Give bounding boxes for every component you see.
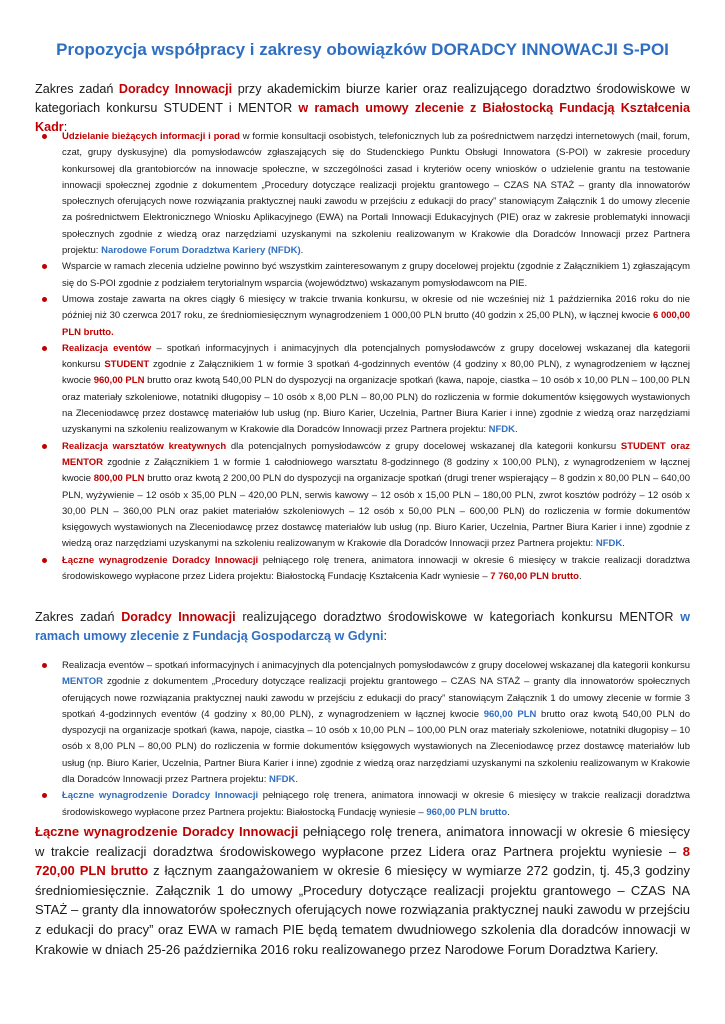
section-2-intro: Zakres zadań Doradcy Innowacji realizującego doradztwo środowiskowe w kategoriach konkursu MENTOR w ramach umowy zlecenie z Fundacją Gospodarczą w Gdyni: xyxy=(35,610,690,643)
bullet-icon xyxy=(42,297,47,302)
bullet-icon xyxy=(42,793,47,798)
bullet-icon xyxy=(42,134,47,139)
page-title: Propozycja współpracy i zakresy obowiązków DORADCY INNOWACJI S-POI xyxy=(56,40,669,59)
list-item: Realizacja eventów – spotkań informacyjnych i animacyjnych dla potencjalnych pomysłodawców z grupy docelowej wskazanej dla kategorii konkursu MENTOR zgodnie z dokumentem „Procedury dotyczące realizacji projektu grantowego – CZAS NA STAŻ – granty dla innowatorów społecznych oferujących nowe rozwiązania praktycznej nauki zawodu w przejściu z edukacji do pracy” stanowiącym Załącznik 1 do umowy zlecenie w formie 3 spotkań 4-godzinnych eventów (4 godziny x 80,00 PLN), z wynagrodzeniem w łącznej kwocie 960,00 PLN brutto oraz kwotą 540,00 PLN do dyspozycji na organizacje spotkań (kawa, napoje, ciastka – 10 osób x 10,00 PLN – 100,00 PLN oraz materiały szkoleniowe, notatniki długopisy – 10 osób x 8,00 PLN – 80,00 PLN) do rozliczenia w formie dokumentów księgowych wystawionych na Zleceniodawcę przez dostawcę materiałów lub usług (np. Biuro Karier, Uczelnia, Partner Biura Karier i inne) zgodnie z wiedzą oraz narzędziami uzyskanymi na szkoleniu realizowanym w Krakowie dla Doradców Innowacji przez Partnera projektu: NFDK. xyxy=(62,658,690,788)
section-1-intro: Zakres zadań Doradcy Innowacji przy akademickim biurze karier oraz realizującego doradztwo środowiskowe w kategoriach konkursu STUDENT i MENTOR w ramach umowy zlecenie z Białostocką Fundacją Kształcenia Kadr: xyxy=(35,82,691,134)
list-item: Udzielanie bieżących informacji i porad w formie konsultacji osobistych, telefonicznych lub za pośrednictwem narzędzi internetowych (mail, forum, czat, grupy dyskusyjne) dla pomysłodawców zgłaszających się do Studenckiego Punktu Obsługi Innowatora (S-POI) w zakresie procedury konkursowej dla grantobiorców na innowacje społeczne, w szczególności zasad i kryteriów oceny wniosków o udzielenie grantu na testowanie innowacji społecznej zgodnie z dokumentem „Procedury dotyczące realizacji projektu grantowego – CZAS NA STAŻ – granty dla innowatorów społecznych oferujących nowe rozwiązania praktycznej nauki zawodu w przejściu z edukacji do pracy” stanowiącym Załącznik 1 do umowy zlecenie za pośrednictwem Elektronicznego Wniosku Aplikacyjnego (EWA) na Portali Innowacji Edukacyjnych (PIE) oraz w zakresie problematyki innowacji społecznych zgodnie z wiedzą oraz narzędziami uzyskanymi na szkoleniu realizowanym w Krakowie dla Doradców Innowacji przez Partnera projektu: Narodowe Forum Doradztwa Kariery (NFDK). xyxy=(62,129,690,259)
list-item: Łączne wynagrodzenie Doradcy Innowacji pełniącego rolę trenera, animatora innowacji w okresie 6 miesięcy w trakcie realizacji doradztwa środowiskowego wypłacone przez Lidera projektu: Białostocką Fundację Kształcenia Kadr wyniesie – 7 760,00 PLN brutto. xyxy=(62,553,690,586)
bullet-icon xyxy=(42,444,47,449)
list-item: Łączne wynagrodzenie Doradcy Innowacji pełniącego rolę trenera, animatora innowacji w okresie 6 miesięcy w trakcie realizacji doradztwa środowiskowego wypłacone przez Partnera projektu: Białostocką Fundację wyniesie – 960,00 PLN brutto. xyxy=(62,788,690,821)
bullet-icon xyxy=(42,663,47,668)
bullet-icon xyxy=(42,264,47,269)
list-item: Realizacja eventów – spotkań informacyjnych i animacyjnych dla potencjalnych pomysłodawców z grupy docelowej wskazanej dla kategorii konkursu STUDENT zgodnie z Załącznikiem 1 w formie 3 spotkań 4-godzinnych eventów (4 godziny x 80,00 PLN), z wynagrodzeniem w łącznej kwocie 960,00 PLN brutto oraz kwotą 540,00 PLN do dyspozycji na organizacje spotkań (kawa, napoje, ciastka – 10 osób x 10,00 PLN – 100,00 PLN oraz materiały szkoleniowe, notatniki długopisy – 10 osób x 8,00 PLN – 80,00 PLN) do rozliczenia w formie dokumentów księgowych wystawionych na Zleceniodawcę przez dostawcę materiałów lub usług (np. Biuro Karier, Uczelnia, Partner Biura Karier i inne) zgodnie z wiedzą oraz narzędziami uzyskanymi na szkoleniu realizowanym w Krakowie dla Doradców Innowacji przez Partnera projektu: NFDK. xyxy=(62,341,690,439)
summary-paragraph: Łączne wynagrodzenie Doradcy Innowacji pełniącego rolę trenera, animatora innowacji w okresie 6 miesięcy w trakcie realizacji doradztwa środowiskowego wypłacone przez Lidera oraz Partnera projektu wyniesie – 8 720,00 PLN brutto z łącznym zaangażowaniem w okresie 6 miesięcy w wymiarze 272 godzin, tj. 45,3 godziny średniomiesięcznie. Załącznik 1 do umowy „Procedury dotyczące realizacji projektu grantowego – CZAS NA STAŻ – granty dla innowatorów społecznych oferujących nowe rozwiązania praktycznej nauki zawodu w przejściu z edukacji do pracy” oraz EWA w ramach PIE będą tematem dwudniowego szkolenia dla doradców innowacji w Krakowie w dniach 25-26 października 2016 roku realizowanego przez Narodowe Forum Doradztwa Kariery. xyxy=(35,824,691,957)
list-item: Umowa zostaje zawarta na okres ciągły 6 miesięcy w trakcie trwania konkursu, w okresie od nie wcześniej niż 1 października 2016 roku do nie później niż 30 czerwca 2017 roku, ze średniomiesięcznym wynagrodzeniem 1 000,00 PLN brutto (40 godzin x 25,00 PLN), w łącznej kwocie 6 000,00 PLN brutto. xyxy=(62,292,690,341)
section-2-list xyxy=(62,658,690,821)
bullet-icon xyxy=(42,346,47,351)
section-1-list xyxy=(62,129,690,585)
list-item: Wsparcie w ramach zlecenia udzielne powinno być wszystkim zainteresowanym z grupy docelowej projektu (zgodnie z Załącznikiem 1) zgłaszającym się do S-POI zgodnie z podziałem terytorialnym wsparcia (województwo) wskazanym pomysłodawcom na PIE. xyxy=(62,259,690,292)
list-item: Realizacja warsztatów kreatywnych dla potencjalnych pomysłodawców z grupy docelowej wskazanej dla kategorii konkursu STUDENT oraz MENTOR zgodnie z Załącznikiem 1 w formie 1 całodniowego warsztatu 8-godzinnego (8 godziny x 100,00 PLN), z wynagrodzeniem w łącznej kwocie 800,00 PLN brutto oraz kwotą 2 200,00 PLN do dyspozycji na organizacje spotkań (drugi trener wspierający – 8 godzin x 80,00 PLN – 640,00 PLN, wyżywienie – 12 osób x 35,00 PLN – 420,00 PLN, serwis kawowy – 12 osób x 15,00 PLN – 180,00 PLN, zwrot kosztów podróży – 12 osób x 30,00 PLN – 360,00 PLN oraz pakiet materiałów szkoleniowych – 12 osób x 50,00 PLN – 600,00 PLN) do rozliczenia w formie dokumentów księgowych wystawionych na Zleceniodawcę przez dostawcę materiałów lub usług (np. Biuro Karier, Uczelnia, Partner Biura Karier i inne) zgodnie z wiedzą oraz narzędziami uzyskanymi na szkoleniu realizowanym w Krakowie dla Doradców Innowacji przez Partnera projektu: NFDK. xyxy=(62,439,690,553)
bullet-icon xyxy=(42,558,47,563)
